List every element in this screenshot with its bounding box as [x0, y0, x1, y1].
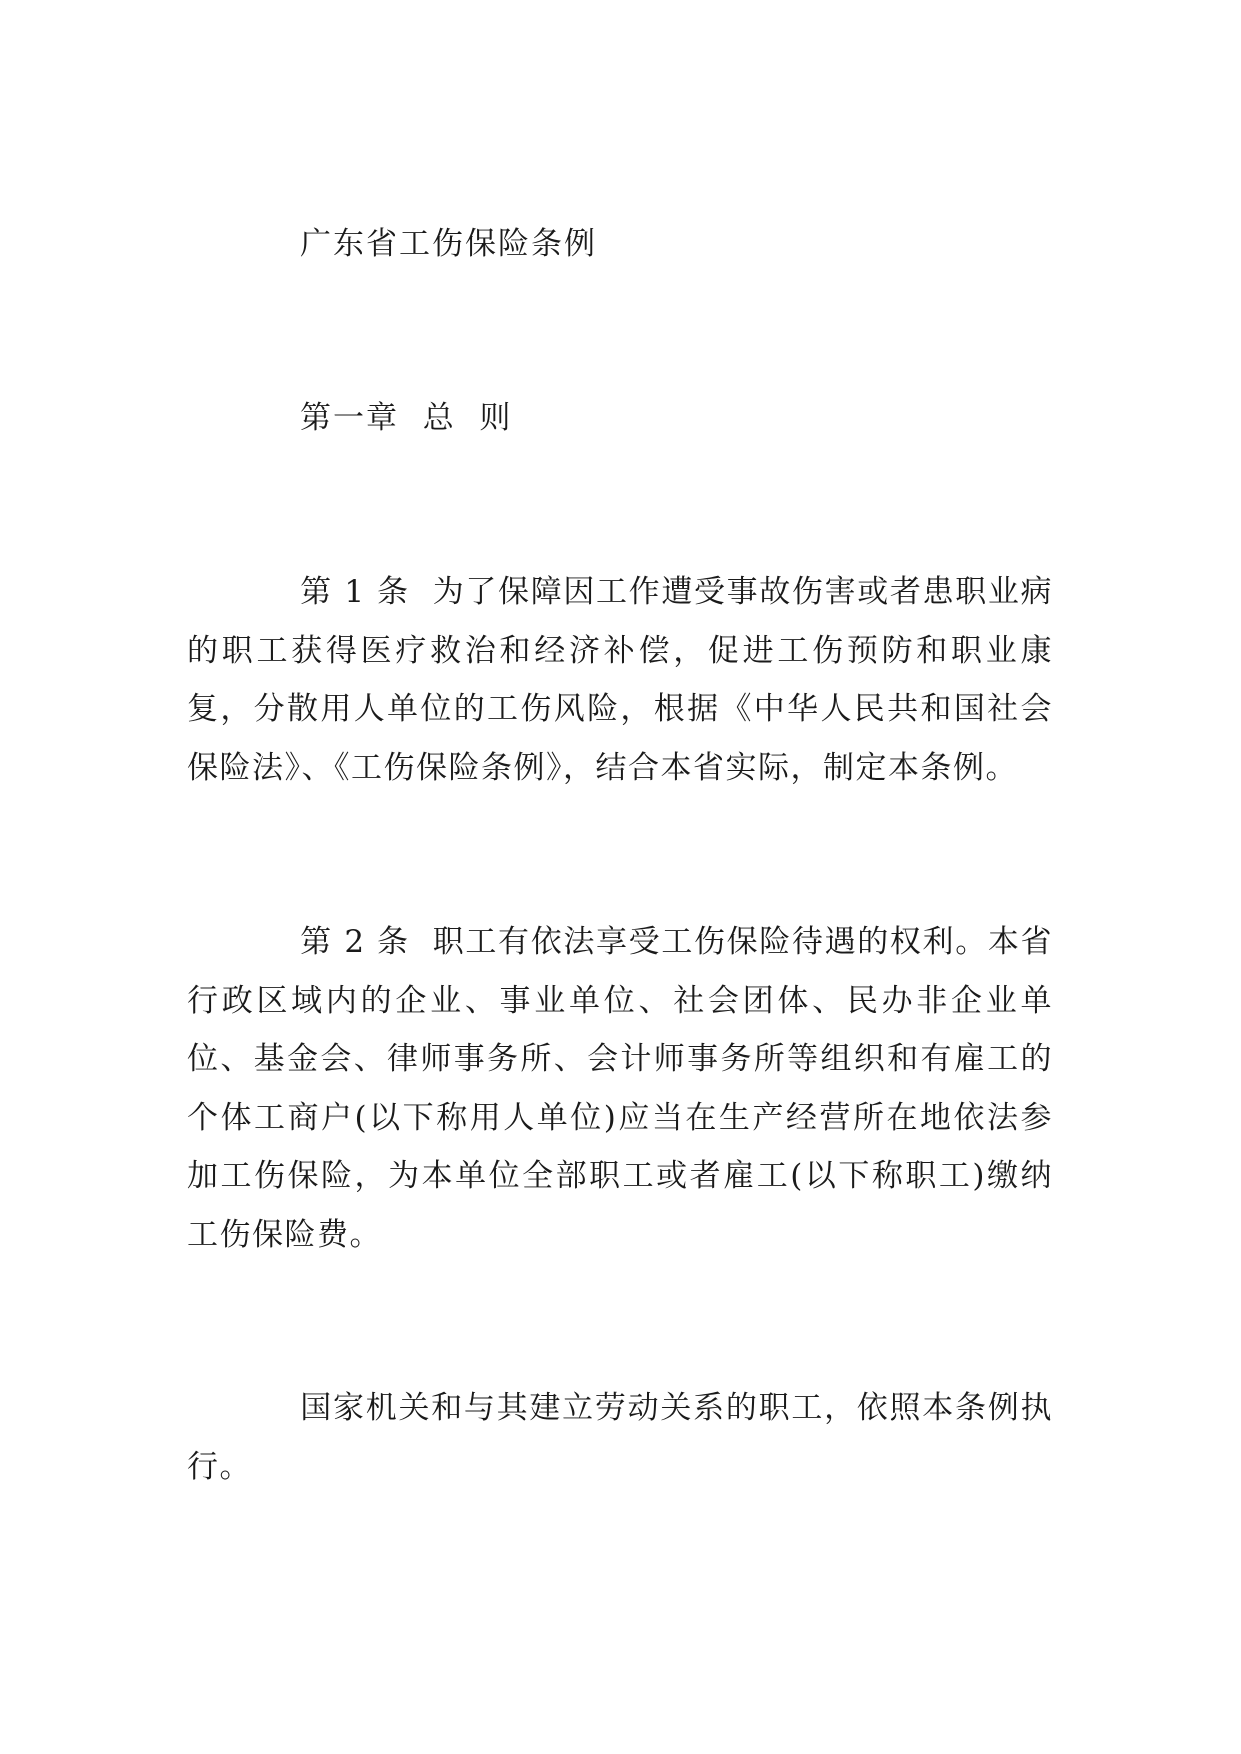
- article-number: 第 1 条: [300, 574, 433, 610]
- article-1-paragraph: [187, 563, 1053, 797]
- article-text: 为了保障因工作遭受事故伤害或者患职业病的职工获得医疗救治和经济补偿，促进工伤预防和职业康复，分散用人单位的工伤风险，根据《中华人民共和国社会保险法》、《工伤保险条例》，结合本省实际，制定本条例。: [187, 574, 1054, 786]
- article-text: 国家机关和与其建立劳动关系的职工，依照本条例执行。: [187, 1390, 1053, 1485]
- article-number: 第 2 条: [300, 924, 433, 960]
- chapter-heading: 第一章 总 则: [300, 400, 513, 436]
- document-title: 广东省工伤保险条例: [300, 226, 597, 262]
- article-2-continuation-paragraph: [187, 1379, 1053, 1496]
- article-text: 职工有依法享受工伤保险待遇的权利。本省行政区域内的企业、事业单位、社会团体、民办非企业单位、基金会、律师事务所、会计师事务所等组织和有雇工的个体工商户(以下称用人单位)应当在生产经营所在地依法参加工伤保险，为本单位全部职工或者雇工(以下称职工)缴纳工伤保险费。: [187, 924, 1054, 1253]
- article-2-paragraph: [187, 913, 1053, 1264]
